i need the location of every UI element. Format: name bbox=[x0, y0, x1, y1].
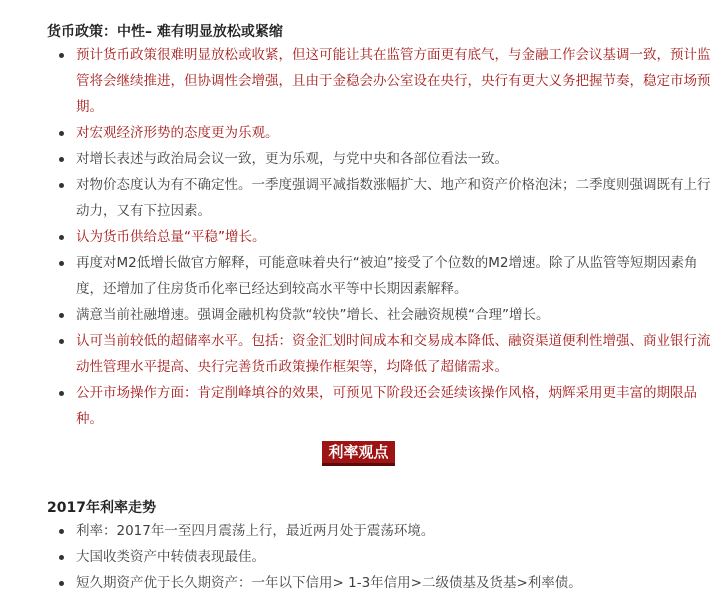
list-item-text: 对增长表述与政治局会议一致，更为乐观，与党中央和各部位看法一致。 bbox=[76, 151, 508, 167]
list-item bbox=[47, 518, 713, 544]
bullet-icon bbox=[59, 157, 64, 162]
list-item-text: 对物价态度认为有不确定性。一季度强调平减指数涨幅扩大、地产和资产价格泡沫；二季度则强调既有上行动力，又有下拉因素。 bbox=[76, 177, 711, 219]
list-item-text: 预计货币政策很难明显放松或收紧，但这可能让其在监管方面更有底气，与金融工作会议基调一致，预计监管将会继续推进，但协调性会增强，且由于金稳会办公室设在央行，央行有更大义务把握节奏，稳定市场预期。 bbox=[76, 47, 711, 115]
list-item-text: 认可当前较低的超储率水平。包括：资金汇划时间成本和交易成本降低、融资渠道便利性增强、商业银行流动性管理水平提高、央行完善货币政策操作框架等，均降低了超储需求。 bbox=[76, 333, 711, 375]
list-item-text: 利率：2017年一至四月震荡上行，最近两月处于震荡环境。 bbox=[76, 523, 435, 539]
list-item bbox=[47, 570, 713, 596]
list-item bbox=[47, 380, 713, 432]
list-item-text: 公开市场操作方面：肯定削峰填谷的效果，可预见下阶段还会延续该操作风格，炳辉采用更丰富的期限品种。 bbox=[76, 385, 697, 427]
interest-rate-section-badge: 利率观点 bbox=[322, 441, 394, 466]
list-item bbox=[47, 224, 713, 250]
list-item bbox=[47, 250, 713, 302]
bullet-icon bbox=[59, 53, 64, 58]
bullet-icon bbox=[59, 581, 64, 586]
bullet-icon bbox=[59, 529, 64, 534]
bullet-icon bbox=[59, 261, 64, 266]
monetary-policy-heading: 货币政策：中性– 难有明显放松或紧缩 bbox=[47, 24, 283, 40]
bullet-icon bbox=[59, 339, 64, 344]
list-item-text: 对宏观经济形势的态度更为乐观。 bbox=[76, 125, 279, 141]
list-item bbox=[47, 302, 713, 328]
monetary-policy-list bbox=[47, 42, 713, 432]
list-item bbox=[47, 120, 713, 146]
bullet-icon bbox=[59, 555, 64, 560]
list-item bbox=[47, 172, 713, 224]
bullet-icon bbox=[59, 391, 64, 396]
bullet-icon bbox=[59, 313, 64, 318]
list-item-text: 认为货币供给总量“平稳”增长。 bbox=[76, 229, 266, 245]
list-item bbox=[47, 42, 713, 120]
list-item-text: 短久期资产优于长久期资产：一年以下信用> 1-3年信用>二级债基及货基>利率债。 bbox=[76, 575, 582, 591]
rates-trend-list bbox=[47, 518, 713, 596]
list-item-text: 大国收类资产中转债表现最佳。 bbox=[76, 549, 265, 565]
bullet-icon bbox=[59, 183, 64, 188]
list-item bbox=[47, 146, 713, 172]
list-item bbox=[47, 544, 713, 570]
list-item-text: 再度对M2低增长做官方解释，可能意味着央行“被迫”接受了个位数的M2增速。除了从监管等短期因素角度，还增加了住房货币化率已经达到较高水平等中长期因素解释。 bbox=[76, 255, 698, 297]
list-item-text: 满意当前社融增速。强调金融机构贷款“较快”增长、社会融资规模“合理”增长。 bbox=[76, 307, 550, 323]
bullet-icon bbox=[59, 235, 64, 240]
list-item bbox=[47, 328, 713, 380]
section-badge-row bbox=[0, 441, 717, 466]
bullet-icon bbox=[59, 131, 64, 136]
rates-trend-heading: 2017年利率走势 bbox=[47, 500, 156, 516]
